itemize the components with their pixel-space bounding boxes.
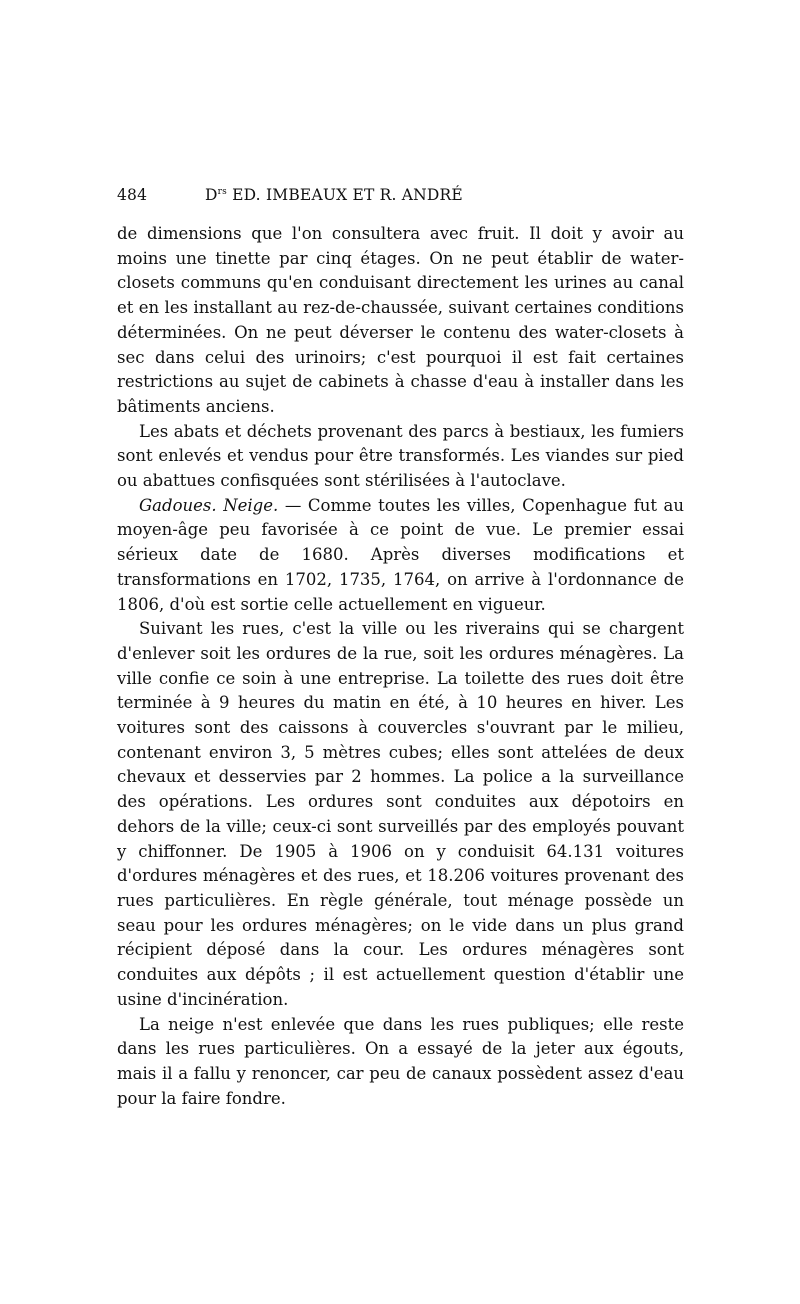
paragraph-2: Les abats et déchets provenant des parcs à bestiaux, les fumiers sont enlevés et vendus pour être transformés. Les viandes sur pied ou abattues confisquées sont stérilisées à l'autoclave. <box>117 421 684 491</box>
authors-sup: rs <box>217 187 227 197</box>
book-page <box>117 186 684 1111</box>
paragraph-1: de dimensions que l'on consultera avec fruit. Il doit y avoir au moins une tinette par cinq étages. On ne peut établir de water-closets communs qu'en conduisant directement les urines au canal et en les installant au rez-de-chaussée, suivant certaines conditions déterminées. On ne peut déverser le contenu des water-closets à sec dans celui des urinoirs; c'est pourquoi il est fait certaines restrictions au sujet de cabinets à chasse d'eau à installer dans les bâtiments anciens. <box>117 224 684 416</box>
paragraph-5: La neige n'est enlevée que dans les rues publiques; elle reste dans les rues particulières. On a essayé de la jeter aux égouts, mais il a fallu y renoncer, car peu de canaux possèdent assez d'eau pour la faire fondre. <box>117 1014 684 1108</box>
section-heading-gadoues-neige: Gadoues. Neige. <box>139 495 279 515</box>
body-text <box>117 222 684 1111</box>
running-head <box>205 186 684 204</box>
page-number: 484 <box>117 186 148 204</box>
page-header <box>117 186 684 212</box>
paragraph-3 <box>117 494 684 618</box>
authors-prefix: D <box>205 186 218 204</box>
authors-rest: ED. IMBEAUX ET R. ANDRÉ <box>226 186 463 204</box>
paragraph-4: Suivant les rues, c'est la ville ou les riverains qui se chargent d'enlever soit les ordures de la rue, soit les ordures ménagères. La ville confie ce soin à une entreprise. La toilette des rues doit être terminée à 9 heures du matin en été, à 10 heures en hiver. Les voitures sont des caissons à couvercles s'ouvrant par le milieu, contenant environ 3, 5 mètres cubes; elles sont attelées de deux chevaux et desservies par 2 hommes. La police a la surveillance des opérations. Les ordures sont conduites aux dépotoirs en dehors de la ville; ceux-ci sont surveillés par des employés pouvant y chiffonner. De 1905 à 1906 on y conduisit 64.131 voitures d'ordures ménagères et des rues, et 18.206 voitures provenant des rues particulières. En règle générale, tout ménage possède un seau pour les ordures ménagères; on le vide dans un plus grand récipient déposé dans la cour. Les ordures ménagères sont conduites aux dépôts ; il est actuellement question d'établir une usine d'incinération. <box>117 619 684 1009</box>
paragraph-3-text: — Comme toutes les villes, Copenhague fut au moyen-âge peu favorisée à ce point de vue. Le premier essai sérieux date de 1680. Après diverses modifications et transformations en 1702, 1735, 1764, on arrive à l'ordonnance de 1806, d'où est sortie celle actuellement en vigueur. <box>117 495 684 614</box>
